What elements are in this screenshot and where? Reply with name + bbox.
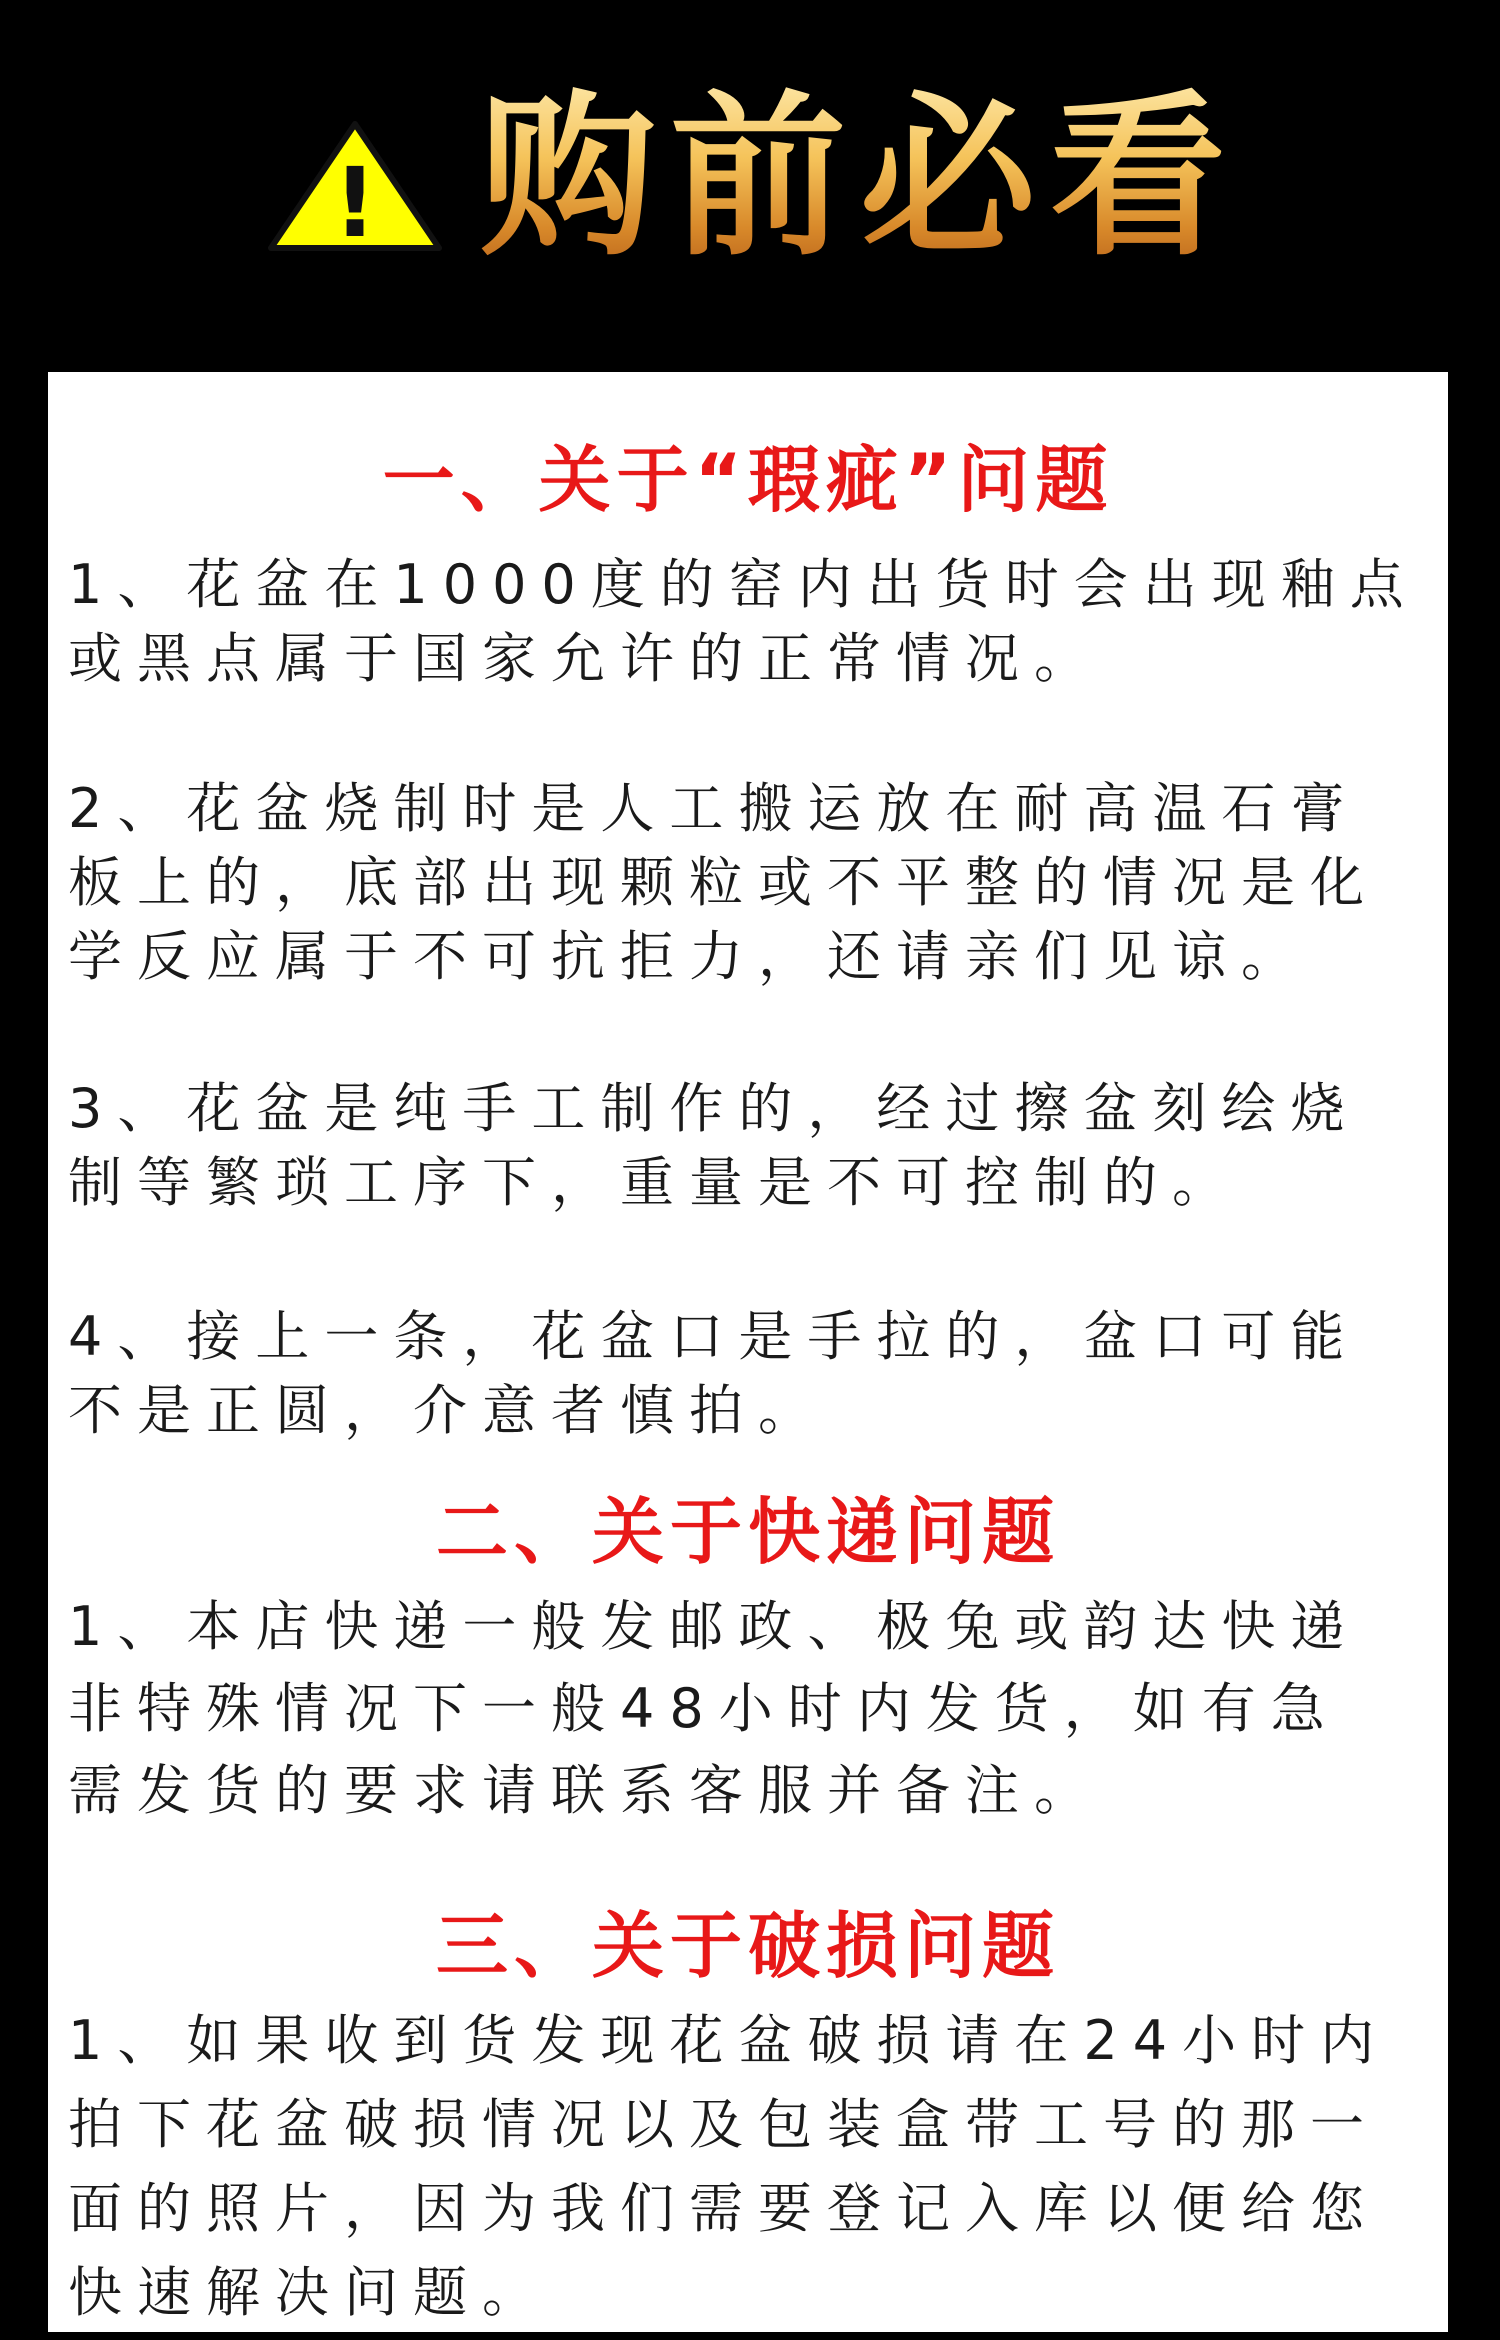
text-line: 3、花盆是纯手工制作的，经过擦盆刻绘烧 [68,1077,1360,1140]
text-line: 1、本店快递一般发邮政、极兔或韵达快递 [68,1595,1360,1658]
section-title-damage: 三、关于破损问题 [435,1904,1060,1988]
text-line: 学反应属于不可抗拒力，还请亲们见谅。 [68,925,1310,988]
content-panel [48,372,1448,2332]
page-title: 购前必看 [480,75,1241,280]
text-line: 制等繁琐工序下，重量是不可控制的。 [68,1151,1241,1214]
paragraph-flaws-2 [68,772,1443,994]
section-title-shipping: 二、关于快递问题 [435,1490,1060,1574]
section-title-flaws: 一、关于“瑕疵”问题 [382,438,1114,522]
text-line: 拍下花盆破损情况以及包装盒带工号的那一 [68,2093,1379,2156]
paragraph-flaws-1 [68,548,1443,696]
text-line: 1、花盆在1000度的窑内出货时会出现釉点 [68,553,1419,616]
text-line: 非特殊情况下一般48小时内发货，如有急 [68,1677,1340,1740]
warning-icon-mark: ! [333,147,377,254]
paragraph-flaws-4 [68,1300,1443,1448]
text-line: 面的照片，因为我们需要登记入库以便给您 [68,2177,1379,2240]
text-line: 不是正圆，介意者慎拍。 [68,1379,827,1442]
paragraph-shipping-1 [68,1590,1443,1836]
text-line: 需发货的要求请联系客服并备注。 [68,1759,1103,1822]
text-line: 2、花盆烧制时是人工搬运放在耐高温石膏 [68,777,1360,840]
warning-icon [265,118,445,254]
text-line: 1、如果收到货发现花盆破损请在24小时内 [68,2009,1390,2072]
header-banner [0,0,1500,370]
paragraph-flaws-3 [68,1072,1443,1220]
text-line: 板上的，底部出现颗粒或不平整的情况是化 [68,851,1379,914]
paragraph-damage-1 [68,2004,1443,2340]
text-line: 或黑点属于国家允许的正常情况。 [68,627,1103,690]
text-line: 快速解决问题。 [68,2261,551,2324]
text-line: 4、接上一条，花盆口是手拉的，盆口可能 [68,1305,1360,1368]
